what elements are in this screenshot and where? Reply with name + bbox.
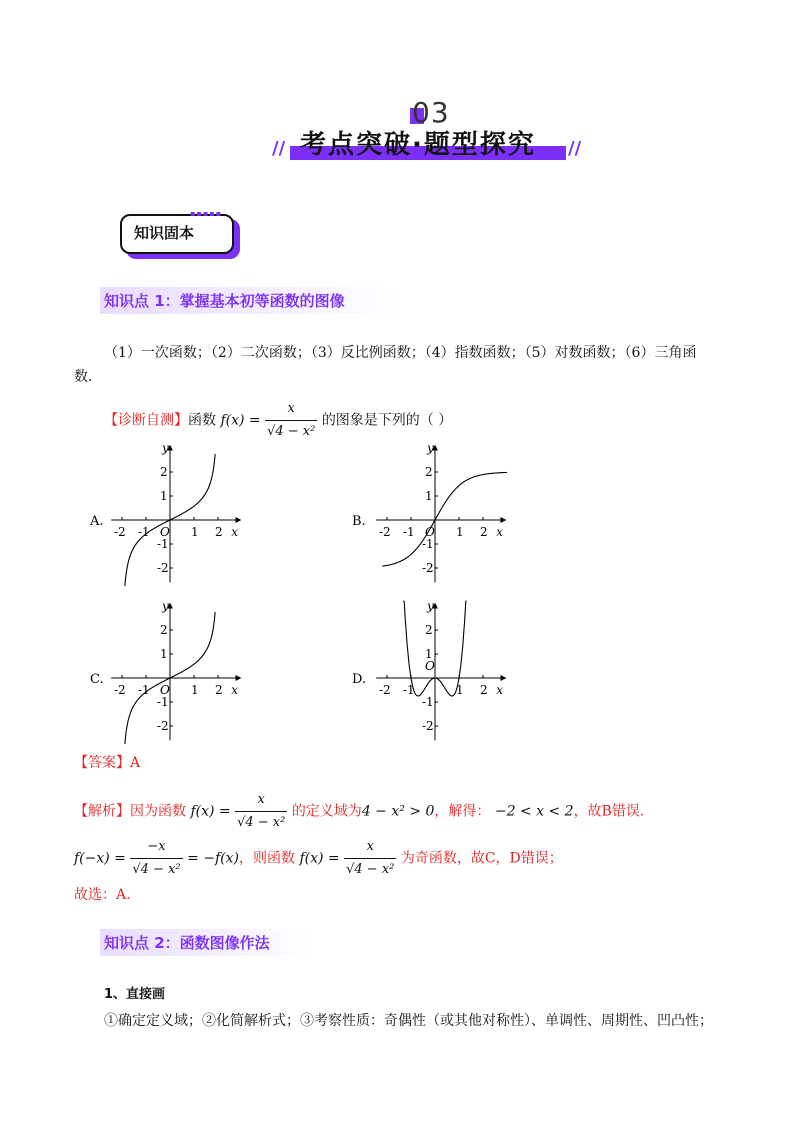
x-tick-label: -1 xyxy=(138,683,150,697)
x-tick-label: 2 xyxy=(480,525,488,539)
y-tick-label: 2 xyxy=(425,623,433,637)
question-prefix: 函数 xyxy=(188,412,216,429)
y-tick-label: -1 xyxy=(157,537,169,551)
x-tick-label: -2 xyxy=(379,525,391,539)
fraction-denominator: √4 − x² xyxy=(267,424,316,439)
y-tick-label: 2 xyxy=(160,465,168,479)
analysis-line2 xyxy=(74,836,563,881)
kp1-heading: 知识点 1：掌握基本初等函数的图像 xyxy=(100,287,400,314)
kp1-list-line2: 数． xyxy=(74,369,102,385)
analysis-solution: −2 < x < 2 xyxy=(494,803,574,820)
analysis-odd-fraction xyxy=(130,836,182,881)
graph-option-B xyxy=(352,441,507,582)
title-slashes-right: // xyxy=(568,138,582,159)
x-tick-label: -1 xyxy=(138,525,150,539)
y-tick-label: 2 xyxy=(160,623,168,637)
y-tick-label: 1 xyxy=(160,647,168,661)
x-tick-label: -2 xyxy=(114,683,126,697)
analysis-domain-condition: 4 − x² > 0 xyxy=(361,803,435,820)
y-tick-label: -2 xyxy=(157,719,169,733)
x-tick-label: 1 xyxy=(456,683,464,697)
answer-line xyxy=(74,752,140,774)
option-label: B. xyxy=(352,514,366,529)
x-tick-label: 2 xyxy=(215,683,223,697)
x-tick-label: 2 xyxy=(480,683,488,697)
answer-graphs xyxy=(80,438,540,748)
graph-option-A xyxy=(89,441,240,586)
fraction-denominator: √4 − x² xyxy=(346,862,395,877)
option-label: A. xyxy=(90,514,104,529)
analysis-f-lhs-2: f(x) = xyxy=(299,850,340,867)
analysis-text-a: 因为函数 xyxy=(130,803,186,820)
y-axis-label: y xyxy=(427,441,434,455)
origin-label: O xyxy=(160,525,170,539)
x-axis-label: x xyxy=(231,683,238,697)
y-tick-label: -2 xyxy=(157,561,169,575)
analysis-f-lhs: f(x) = xyxy=(190,803,231,820)
graph-option-D xyxy=(352,599,505,740)
kp2-line1: ①确定定义域；②化简解析式；③考察性质：奇偶性（或其他对称性）、单调性、周期性、凹凸性； xyxy=(104,1013,713,1029)
fraction-denominator: √4 − x² xyxy=(237,815,286,830)
x-tick-label: 1 xyxy=(191,683,199,697)
origin-label: O xyxy=(425,525,435,539)
x-tick-label: -2 xyxy=(114,525,126,539)
fraction-numerator: −x xyxy=(130,836,182,859)
knowledge-badge-dots: ▪▪▪▪▪ xyxy=(190,209,223,218)
fraction-numerator: x xyxy=(235,789,287,812)
question-fraction xyxy=(265,398,317,443)
analysis-line1 xyxy=(74,789,644,834)
x-tick-label: 1 xyxy=(191,525,199,539)
x-tick-label: -2 xyxy=(379,683,391,697)
analysis-odd-rhs: = −f(x) xyxy=(187,850,240,867)
y-tick-label: -1 xyxy=(422,537,434,551)
y-tick-label: 1 xyxy=(160,489,168,503)
x-axis-label: x xyxy=(496,525,503,539)
question-tag: 【诊断自测】 xyxy=(104,412,188,429)
analysis-text-c: ，解得： xyxy=(434,803,491,820)
y-axis-label: y xyxy=(162,599,169,613)
section-number: 03 xyxy=(412,96,450,129)
y-tick-label: -2 xyxy=(422,719,434,733)
y-tick-label: 2 xyxy=(425,465,433,479)
y-axis-label: y xyxy=(427,599,434,613)
analysis-fraction-2 xyxy=(344,836,396,881)
fraction-denominator: √4 − x² xyxy=(132,862,181,877)
analysis-text-b: 的定义域为 xyxy=(291,803,362,820)
x-tick-label: -1 xyxy=(403,683,415,697)
analysis-text-d: ，故B错误. xyxy=(573,803,645,820)
fraction-numerator: x xyxy=(344,836,396,859)
y-axis-label: y xyxy=(162,441,169,455)
question-f-lhs: f(x) = xyxy=(220,412,261,429)
fraction-numerator: x xyxy=(265,398,317,421)
question-suffix: 的图象是下列的（ ） xyxy=(321,412,453,429)
kp2-heading: 知识点 2：函数图像作法 xyxy=(100,929,310,956)
title-slashes-left: // xyxy=(272,138,286,159)
analysis-odd-lhs: f(−x) = xyxy=(74,850,126,867)
y-tick-label: 1 xyxy=(425,647,433,661)
answer-tag: 【答案】 xyxy=(74,755,130,771)
x-axis-label: x xyxy=(231,525,238,539)
y-tick-label: -1 xyxy=(422,695,434,709)
question-line xyxy=(104,398,452,443)
section-title: 考点突破·题型探究 xyxy=(300,130,536,160)
y-tick-label: -1 xyxy=(157,695,169,709)
y-tick-label: 1 xyxy=(425,489,433,503)
x-tick-label: -1 xyxy=(403,525,415,539)
analysis-line3: 故选：A. xyxy=(74,887,131,903)
analysis-text-f: 为奇函数，故C，D错误； xyxy=(400,850,563,867)
option-label: C. xyxy=(90,672,104,687)
option-label: D. xyxy=(352,672,367,687)
origin-label: O xyxy=(425,659,435,673)
x-axis-label: x xyxy=(496,683,503,697)
x-tick-label: 2 xyxy=(215,525,223,539)
function-curve xyxy=(382,472,507,566)
analysis-tag: 【解析】 xyxy=(74,803,130,820)
graph-option-C xyxy=(90,599,240,744)
knowledge-badge-label: 知识固本 xyxy=(134,224,195,242)
kp1-list-line1: （1）一次函数；（2）二次函数；（3）反比例函数；（4）指数函数；（5）对数函数；（6）三角函 xyxy=(104,345,697,361)
x-tick-label: 1 xyxy=(456,525,464,539)
y-tick-label: -2 xyxy=(422,561,434,575)
kp2-sub1: 1、直接画 xyxy=(104,987,166,1002)
origin-label: O xyxy=(160,683,170,697)
analysis-fraction xyxy=(235,789,287,834)
answer-value: A xyxy=(130,755,141,771)
analysis-text-e: ，则函数 xyxy=(239,850,296,867)
